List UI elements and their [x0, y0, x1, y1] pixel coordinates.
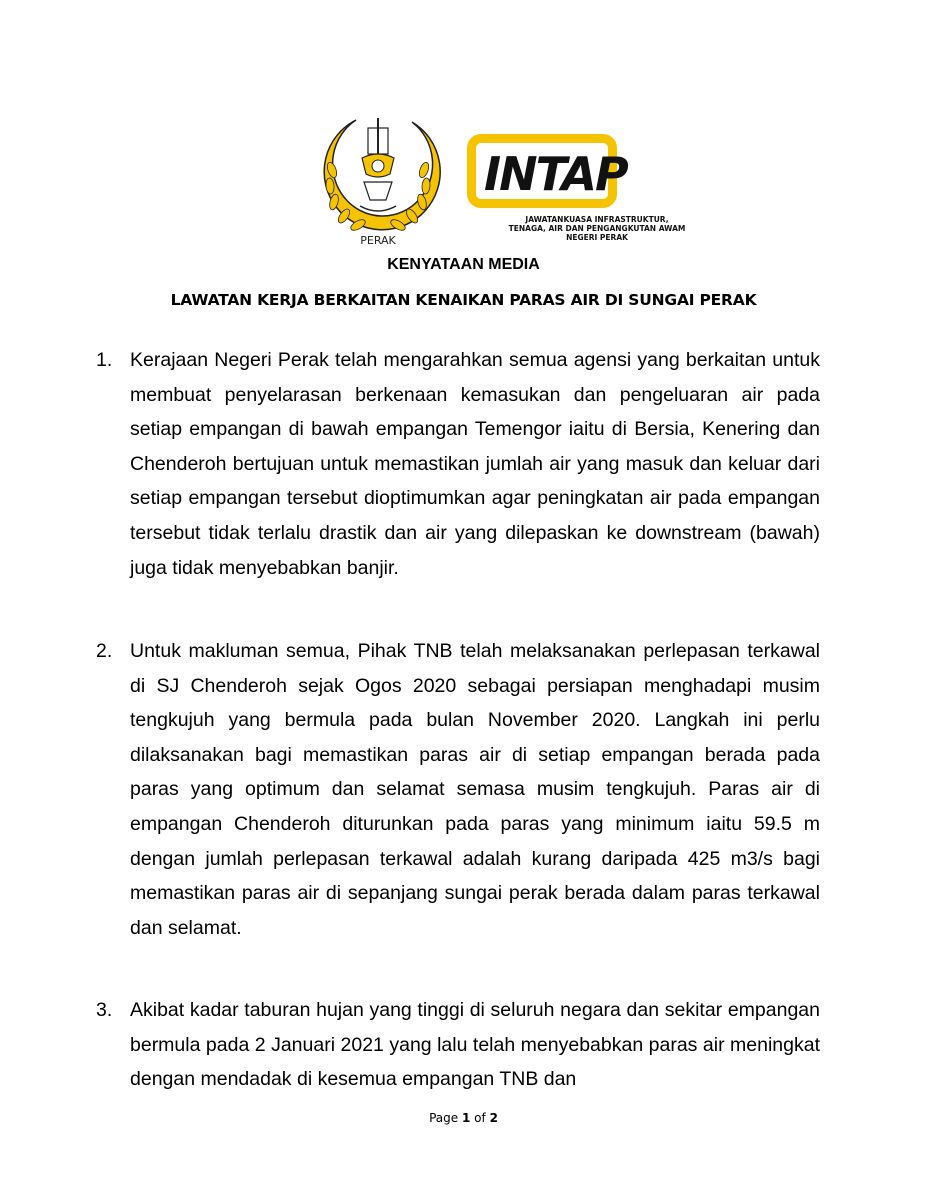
- intap-wordmark: INTAP: [484, 147, 627, 201]
- list-item-number: 3.: [96, 999, 113, 1021]
- perak-logo-label: PERAK: [360, 234, 396, 247]
- current-page-number: 1: [461, 1111, 471, 1125]
- intap-subtitle: [497, 215, 697, 242]
- document-subtitle: LAWATAN KERJA BERKAITAN KENAIKAN PARAS AIR DI SUNGAI PERAK: [170, 291, 757, 309]
- page-word: Page: [429, 1111, 459, 1125]
- list-item-text: Akibat kadar taburan hujan yang tinggi di seluruh negara dan sekitar empangan bermula pada 2 Januari 2021 yang lalu telah menyebabkan paras air meningkat dengan mendadak di kesemua empangan TNB dan: [130, 999, 820, 1091]
- list-item-text: Kerajaan Negeri Perak telah mengarahkan semua agensi yang berkaitan untuk membuat penyelarasan berkenaan kemasukan dan pengeluaran air pada setiap empangan di bawah empangan Temengor iaitu di Bersia, Kenering dan Chenderoh bertujuan untuk memastikan jumlah air yang masuk dan keluar dari setiap empangan tersebut dioptimumkan agar peningkatan air pada empangan tersebut tidak terlalu drastik dan air yang dilepaskan ke downstream (bawah) juga tidak menyebabkan banjir.: [130, 349, 820, 579]
- of-word: of: [474, 1111, 486, 1125]
- intap-subtitle-line: NEGERI PERAK: [566, 233, 628, 242]
- perak-crest-logo: [316, 110, 442, 250]
- perak-state-crest-icon: [316, 110, 442, 250]
- logo-row: [0, 110, 927, 250]
- document-title: KENYATAAN MEDIA: [387, 256, 540, 273]
- list-item-text: Untuk makluman semua, Pihak TNB telah melaksanakan perlepasan terkawal di SJ Chenderoh sejak Ogos 2020 sebagai persiapan menghadapi musim tengkujuh yang bermula pada bulan November 2020. Langkah ini perlu dilaksanakan bagi memastikan paras air di setiap empangan berada pada paras yang optimum dan selamat semasa musim tengkujuh. Paras air di empangan Chenderoh diturunkan pada paras yang minimum iaitu 59.5 m dengan jumlah perlepasan terkawal adalah kurang daripada 425 m3/s bagi memastikan paras air di sepanjang sungai perak berada dalam paras terkawal dan selamat.: [130, 640, 820, 939]
- intap-subtitle-line: JAWATANKUASA INFRASTRUKTUR,: [525, 215, 669, 224]
- list-item-number: 2.: [96, 640, 113, 662]
- list-item-number: 1.: [96, 349, 113, 371]
- total-pages-number: 2: [489, 1111, 498, 1125]
- page-footer: [0, 1111, 927, 1125]
- intap-logo-frame: [467, 134, 627, 208]
- intap-subtitle-line: TENAGA, AIR DAN PENGANGKUTAN AWAM: [508, 224, 686, 233]
- intap-logo: [467, 120, 686, 245]
